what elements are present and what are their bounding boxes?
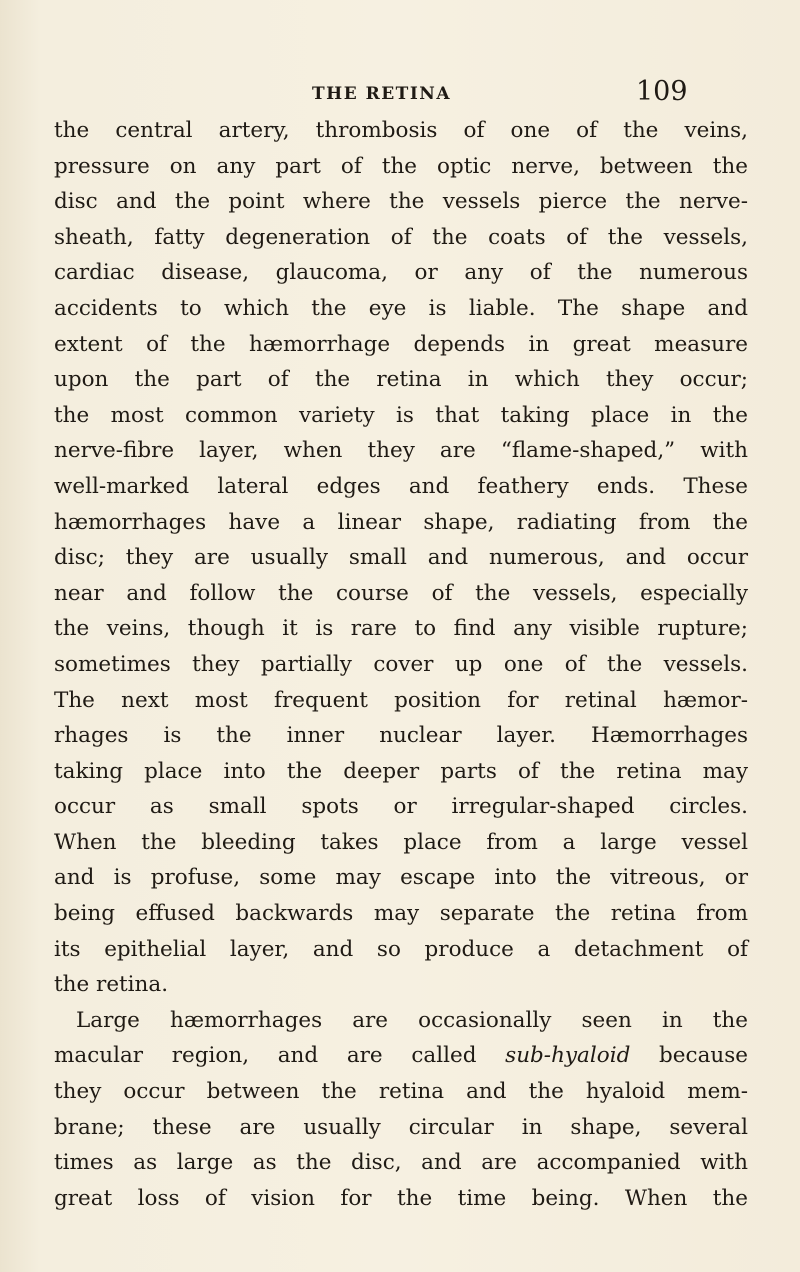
- text-segment: macular region, and are called: [54, 1043, 506, 1069]
- paragraph-end-line: the retina.: [54, 972, 169, 998]
- text-line: disc; they are usually small and numerous, and occur: [54, 545, 748, 571]
- text-line: upon the part of the retina in which they occur;: [54, 367, 748, 393]
- text-line: they occur between the retina and the hyaloid mem-: [54, 1079, 748, 1105]
- text-line: taking place into the deeper parts of the retina may: [54, 758, 748, 784]
- text-line: great loss of vision for the time being. When the: [54, 1185, 748, 1211]
- text-line: brane; these are usually circular in shape, several: [54, 1114, 748, 1140]
- text-line: times as large as the disc, and are accompanied with: [54, 1150, 748, 1176]
- text-line: accidents to which the eye is liable. The shape and: [54, 295, 748, 321]
- text-line: near and follow the course of the vessels, especially: [54, 580, 748, 606]
- page-header: [0, 76, 800, 116]
- text-line: its epithelial layer, and so produce a detachment of: [54, 936, 748, 962]
- page-number: 109: [636, 76, 688, 107]
- text-line: When the bleeding takes place from a large vessel: [54, 829, 748, 855]
- text-line: hæmorrhages have a linear shape, radiating from the: [54, 509, 748, 535]
- text-line: disc and the point where the vessels pierce the nerve-: [54, 189, 748, 215]
- text-segment: because: [630, 1043, 748, 1069]
- text-line: extent of the hæmorrhage depends in great measure: [54, 331, 748, 357]
- paragraph-start-line: Large hæmorrhages are occasionally seen in the: [76, 1007, 748, 1033]
- text-line: sheath, fatty degeneration of the coats of the vessels,: [54, 224, 748, 250]
- text-line: cardiac disease, glaucoma, or any of the numerous: [54, 260, 748, 286]
- text-line: well-marked lateral edges and feathery ends. These: [54, 473, 748, 499]
- text-line: the veins, though it is rare to find any visible rupture;: [54, 616, 748, 642]
- text-line-with-italic: [54, 1038, 748, 1074]
- running-title: THE RETINA: [312, 84, 452, 104]
- text-line: occur as small spots or irregular-shaped circles.: [54, 794, 748, 820]
- text-line: the most common variety is that taking place in the: [54, 402, 748, 428]
- text-line: being effused backwards may separate the retina from: [54, 901, 748, 927]
- text-line: rhages is the inner nuclear layer. Hæmorrhages: [54, 723, 748, 749]
- text-line: the central artery, thrombosis of one of the veins,: [54, 118, 748, 143]
- text-line: The next most frequent position for retinal hæmor-: [54, 687, 748, 713]
- text-line: sometimes they partially cover up one of the vessels.: [54, 651, 748, 677]
- text-line: nerve-fibre layer, when they are “flame-shaped,” with: [54, 438, 748, 464]
- body-text: [54, 113, 748, 1216]
- italic-term: sub-hyaloid: [505, 1043, 631, 1069]
- text-line: and is profuse, some may escape into the vitreous, or: [54, 865, 748, 891]
- text-line: pressure on any part of the optic nerve, between the: [54, 153, 748, 179]
